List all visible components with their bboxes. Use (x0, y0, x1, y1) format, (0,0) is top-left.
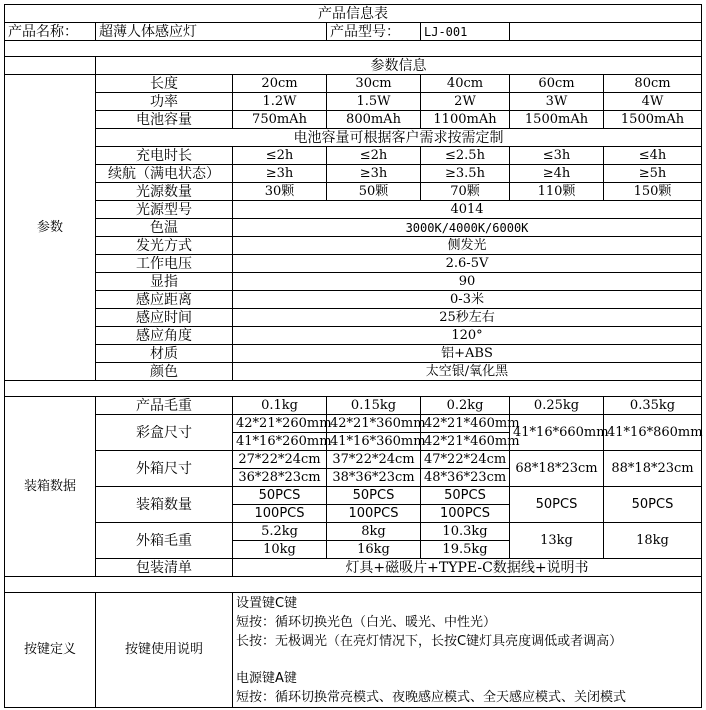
keys-sub-label: 按键使用说明 (96, 593, 233, 708)
row-label: 材质 (96, 345, 233, 363)
cell: 10.3kg (421, 523, 510, 541)
cell: 2W (421, 93, 510, 111)
desc-gap (236, 651, 698, 669)
cell: 41*16*360mm (327, 433, 421, 451)
cell: ≤3h (510, 147, 604, 165)
cell: 90 (233, 273, 702, 291)
cell: 19.5kg (421, 541, 510, 559)
cell: ≥3h (233, 165, 327, 183)
cell: 70颗 (421, 183, 510, 201)
cell: 50PCS (510, 487, 604, 523)
row-label: 工作电压 (96, 255, 233, 273)
desc-line: 短按：循环切换常亮模式、夜晚感应模式、全天感应模式、关闭模式 (236, 690, 627, 705)
cell: 50PCS (421, 487, 510, 505)
row-label: 包装清单 (96, 559, 233, 577)
desc-line: 短按：循环切换光色（白光、暖光、中性光） (236, 615, 497, 630)
empty-cell (5, 57, 96, 75)
cell: 50PCS (233, 487, 327, 505)
table-row (5, 237, 702, 255)
row-label: 长度 (96, 75, 233, 93)
cell: 18kg (604, 523, 702, 559)
table-row (5, 345, 702, 363)
desc-line: 长按：无极调光（在亮灯情况下，长按C键灯具亮度调低或者调高） (236, 634, 623, 649)
row-label: 光源数量 (96, 183, 233, 201)
table-row (5, 165, 702, 183)
product-model-label: 产品型号： (327, 23, 421, 41)
table-row (5, 201, 702, 219)
cell: ≤4h (604, 147, 702, 165)
row-label: 功率 (96, 93, 233, 111)
row-label: 显指 (96, 273, 233, 291)
cell: 3W (510, 93, 604, 111)
cell: 太空银/氧化黑 (233, 363, 702, 381)
cell: 0.25kg (510, 397, 604, 415)
row-label: 电池容量 (96, 111, 233, 129)
cell: 750mAh (233, 111, 327, 129)
cell: 20cm (233, 75, 327, 93)
cell: 100PCS (233, 505, 327, 523)
table-row (5, 487, 702, 505)
params-section-title: 参数信息 (96, 57, 702, 75)
table-row (5, 219, 702, 237)
table-row (5, 273, 702, 291)
cell: 100PCS (327, 505, 421, 523)
table-row (5, 75, 702, 93)
table-row (5, 523, 702, 541)
row-label: 发光方式 (96, 237, 233, 255)
cell: 0-3米 (233, 291, 702, 309)
row-label: 光源型号 (96, 201, 233, 219)
product-name-value: 超薄人体感应灯 (96, 23, 327, 41)
cell: 68*18*23cm (510, 451, 604, 487)
cell: ≥3.5h (421, 165, 510, 183)
table-row (5, 147, 702, 165)
table-row (5, 451, 702, 469)
table-row (5, 291, 702, 309)
cell: 10kg (233, 541, 327, 559)
cell: 30cm (327, 75, 421, 93)
cell: 铝+ABS (233, 345, 702, 363)
cell: 1.2W (233, 93, 327, 111)
row-label: 续航（满电状态） (96, 165, 233, 183)
cell: 37*22*24cm (327, 451, 421, 469)
cell: 0.35kg (604, 397, 702, 415)
cell: 42*21*360mm (327, 415, 421, 433)
table-row (5, 111, 702, 129)
cell: 40cm (421, 75, 510, 93)
packing-group-label: 装箱数据 (5, 397, 96, 577)
cell: 36*28*23cm (233, 469, 327, 487)
cell: 30颗 (233, 183, 327, 201)
cell: ≤2.5h (421, 147, 510, 165)
keys-description (233, 593, 702, 708)
cell: 灯具+磁吸片+TYPE-C数据线+说明书 (233, 559, 702, 577)
cell: 8kg (327, 523, 421, 541)
cell: 60cm (510, 75, 604, 93)
cell: 47*22*24cm (421, 451, 510, 469)
cell: 41*16*260mm (233, 433, 327, 451)
row-label: 充电时长 (96, 147, 233, 165)
desc-line: 电源键A键 (236, 671, 297, 686)
table-title: 产品信息表 (5, 5, 702, 23)
cell: 800mAh (327, 111, 421, 129)
cell: 41*16*860mm (604, 415, 702, 451)
cell: ≤2h (233, 147, 327, 165)
row-label: 产品毛重 (96, 397, 233, 415)
row-label: 颜色 (96, 363, 233, 381)
table-row (5, 415, 702, 433)
cell: 1500mAh (604, 111, 702, 129)
cell: 1100mAh (421, 111, 510, 129)
table-row (5, 363, 702, 381)
product-model-value: LJ-001 (421, 23, 510, 41)
product-info-table (4, 4, 702, 708)
table-row (5, 93, 702, 111)
cell: 4W (604, 93, 702, 111)
cell: 50PCS (327, 487, 421, 505)
cell: 50PCS (604, 487, 702, 523)
empty-cell (510, 23, 702, 41)
row-label: 感应时间 (96, 309, 233, 327)
product-name-label: 产品名称： (5, 23, 96, 41)
spacer-row (5, 381, 702, 397)
cell: 88*18*23cm (604, 451, 702, 487)
table-row (5, 309, 702, 327)
row-label: 外箱毛重 (96, 523, 233, 559)
table-row (5, 327, 702, 345)
row-label: 感应角度 (96, 327, 233, 345)
cell: 38*36*23cm (327, 469, 421, 487)
cell: 0.1kg (233, 397, 327, 415)
cell: ≥3h (327, 165, 421, 183)
cell: ≥4h (510, 165, 604, 183)
cell: 5.2kg (233, 523, 327, 541)
cell: 41*16*660mm (510, 415, 604, 451)
cell: 42*21*460mm (421, 433, 510, 451)
cell: 25秒左右 (233, 309, 702, 327)
table-row (5, 593, 702, 708)
cell: 4014 (233, 201, 702, 219)
params-group-label: 参数 (5, 75, 96, 381)
cell: 150颗 (604, 183, 702, 201)
cell: 42*21*460mm (421, 415, 510, 433)
keys-group-label: 按键定义 (5, 593, 96, 708)
cell: 48*36*23cm (421, 469, 510, 487)
table-row (5, 255, 702, 273)
desc-line: 设置键C键 (236, 596, 298, 611)
cell: 0.2kg (421, 397, 510, 415)
cell: 80cm (604, 75, 702, 93)
table-row (5, 559, 702, 577)
cell: 侧发光 (233, 237, 702, 255)
cell: 3000K/4000K/6000K (233, 219, 702, 237)
cell: 100PCS (421, 505, 510, 523)
row-label: 感应距离 (96, 291, 233, 309)
cell: 2.6-5V (233, 255, 702, 273)
row-label: 装箱数量 (96, 487, 233, 523)
cell: 16kg (327, 541, 421, 559)
cell: 27*22*24cm (233, 451, 327, 469)
table-row (5, 129, 702, 147)
table-row (5, 397, 702, 415)
cell: 110颗 (510, 183, 604, 201)
spacer-row (5, 41, 702, 57)
cell: 13kg (510, 523, 604, 559)
cell: 42*21*260mm (233, 415, 327, 433)
cell: ≤2h (327, 147, 421, 165)
cell: 1500mAh (510, 111, 604, 129)
table-row (5, 183, 702, 201)
cell: 50颗 (327, 183, 421, 201)
row-label: 色温 (96, 219, 233, 237)
cell: 1.5W (327, 93, 421, 111)
cell: 120° (233, 327, 702, 345)
row-label: 彩盒尺寸 (96, 415, 233, 451)
cell: 0.15kg (327, 397, 421, 415)
battery-note: 电池容量可根据客户需求按需定制 (96, 129, 702, 147)
row-label: 外箱尺寸 (96, 451, 233, 487)
spacer-row (5, 577, 702, 593)
cell: ≥5h (604, 165, 702, 183)
